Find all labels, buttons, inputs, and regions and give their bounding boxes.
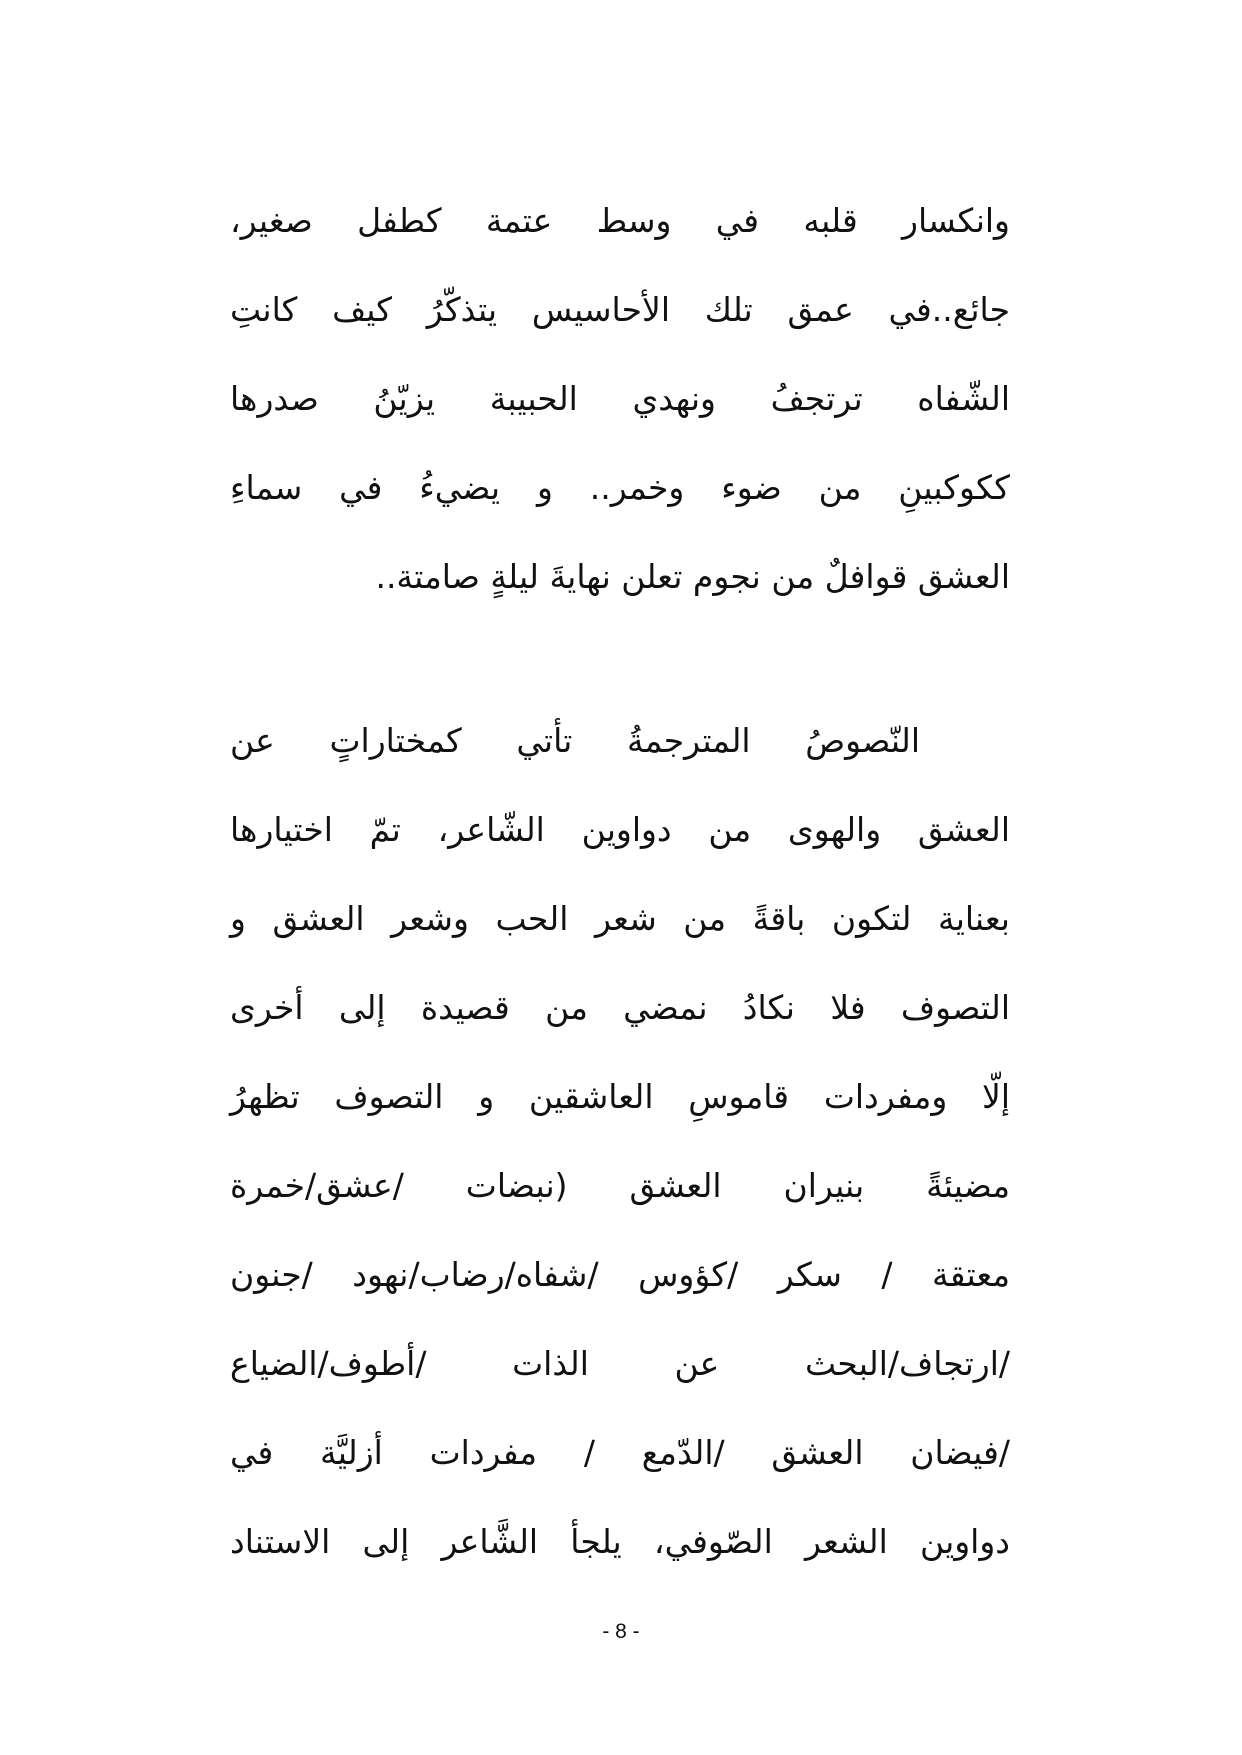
text-line: بعناية لتكون باقةً من شعر الحب وشعر العشق و: [230, 899, 1010, 938]
text-line: مضيئةً بنيران العشق (نبضات /عشق/خمرة: [230, 1166, 1010, 1205]
text-line: التصوف فلا نكادُ نمضي من قصيدة إلى أخرى: [230, 988, 1010, 1027]
text-line: ككوكبينِ من ضوء وخمر.. و يضيءُ في سماءِ: [230, 468, 1010, 507]
text-line: جائع..في عمق تلك الأحاسيس يتذكّرُ كيف كانتِ: [230, 290, 1010, 329]
text-line: دواوين الشعر الصّوفي، يلجأ الشَّاعر إلى الاستناد: [230, 1522, 1010, 1561]
text-line: العشق والهوى من دواوين الشّاعر، تمّ اختيارها: [230, 810, 1010, 849]
text-line: وانكسار قلبه في وسط عتمة كطفل صغير،: [230, 201, 1010, 240]
page-number: - 8 -: [602, 1620, 640, 1643]
text-line: /ارتجاف/البحث عن الذات /أطوف/الضياع: [230, 1344, 1010, 1383]
text-line: /فيضان العشق /الدّمع / مفردات أزليَّة في: [230, 1433, 1010, 1472]
text-line: إلّا ومفردات قاموسِ العاشقين و التصوف تظهرُ: [230, 1077, 1010, 1116]
paragraph-2: [230, 696, 1010, 1586]
paragraph-1: [230, 176, 1010, 621]
text-line: العشق قوافلٌ من نجوم تعلن نهايةَ ليلةٍ صامتة..: [375, 557, 1010, 596]
text-line: النّصوصُ المترجمةُ تأتي كمختاراتٍ عن: [230, 721, 920, 760]
text-line: معتقة / سكر /كؤوس /شفاه/رضاب/نهود /جنون: [230, 1255, 1010, 1294]
text-line: الشّفاه ترتجفُ ونهدي الحبيبة يزيّنُ صدرها: [230, 379, 1010, 418]
